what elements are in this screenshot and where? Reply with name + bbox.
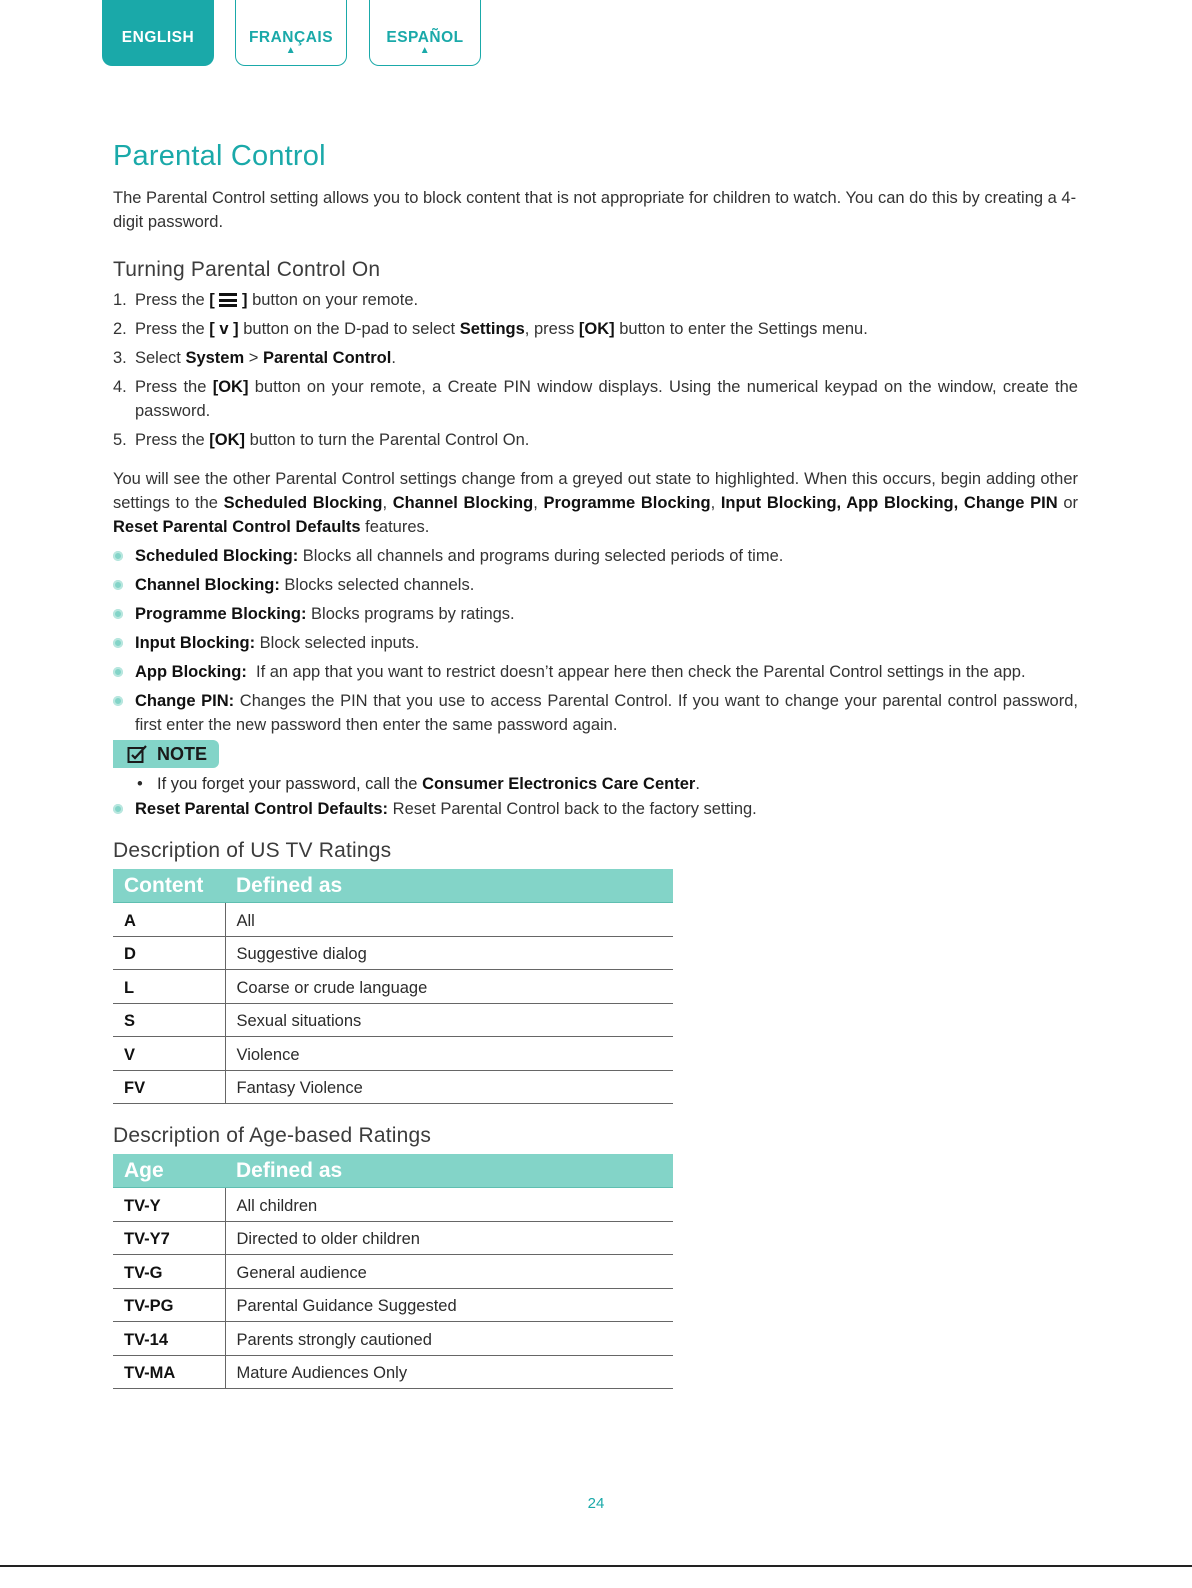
note-text: • If you forget your password, call the Consumer Electronics Care Center. <box>113 772 1078 796</box>
step-1: 1. Press the [ ] button on your remote. <box>113 291 419 309</box>
divider <box>0 1565 1192 1567</box>
table-header-row: Content Defined as <box>113 869 673 903</box>
age-ratings-table <box>113 1154 673 1389</box>
step-2: 2. Press the [ v ] button on the D-pad to select Settings, press [OK] button to enter the Settings menu. <box>113 320 868 338</box>
table-header-row: Age Defined as <box>113 1154 673 1188</box>
dot-icon: • <box>137 775 143 793</box>
bullet-icon <box>113 609 123 619</box>
reset-feature-list <box>113 797 1078 821</box>
section-heading-turning-on: Turning Parental Control On <box>113 258 381 281</box>
tab-espanol[interactable]: ESPAÑOL ▲ <box>369 0 481 66</box>
table-row: TV-G General audience <box>113 1255 673 1289</box>
settings-paragraph: You will see the other Parental Control settings change from a greyed out state to highlighted. When this occurs, begin adding other settings to the Scheduled Blocking, Channel Blocking, Programme Blocking, Input Blocking, App Blocking, Change PIN or Reset Parental Control Defaults features. <box>113 470 1078 536</box>
table-row: TV-Y7 Directed to older children <box>113 1221 673 1255</box>
section-heading-us-ratings: Description of US TV Ratings <box>113 839 392 862</box>
table-row: D Suggestive dialog <box>113 936 673 970</box>
table-row: V Violence <box>113 1037 673 1071</box>
us-ratings-table <box>113 869 673 1104</box>
list-item: Change PIN: Changes the PIN that you use to access Parental Control. If you want to change your parental control password, first enter the new password then enter the same password again. <box>113 689 1078 737</box>
step-4: 4. Press the [OK] button on your remote, a Create PIN window displays. Using the numerical keypad on the window, create the password. <box>113 378 1078 420</box>
intro-paragraph: The Parental Control setting allows you to block content that is not appropriate for children to watch. You can do this by creating a 4-digit password. <box>113 189 1077 231</box>
tab-francais[interactable]: FRANÇAIS ▲ <box>235 0 347 66</box>
step-3: 3. Select System > Parental Control. <box>113 349 396 367</box>
step-5: 5. Press the [OK] button to turn the Parental Control On. <box>113 431 530 449</box>
table-row: FV Fantasy Violence <box>113 1070 673 1104</box>
list-item: Input Blocking: Block selected inputs. <box>113 631 1078 655</box>
list-item: Scheduled Blocking: Blocks all channels and programs during selected periods of time. <box>113 544 1078 568</box>
bullet-icon <box>113 804 123 814</box>
steps-list <box>113 288 1078 452</box>
tab-english[interactable]: ENGLISH <box>102 0 214 66</box>
list-item: Channel Blocking: Blocks selected channels. <box>113 573 1078 597</box>
table-row: TV-PG Parental Guidance Suggested <box>113 1288 673 1322</box>
table-row: A All <box>113 903 673 937</box>
table-row: TV-MA Mature Audiences Only <box>113 1355 673 1389</box>
feature-list <box>113 544 1078 737</box>
list-item: Programme Blocking: Blocks programs by ratings. <box>113 602 1078 626</box>
table-row: TV-14 Parents strongly cautioned <box>113 1322 673 1356</box>
list-item: App Blocking: If an app that you want to restrict doesn’t appear here then check the Parental Control settings in the app. <box>113 660 1078 684</box>
bullet-icon <box>113 580 123 590</box>
edit-check-icon <box>127 744 149 764</box>
menu-icon <box>219 293 237 307</box>
bullet-icon <box>113 667 123 677</box>
page-title: Parental Control <box>113 140 326 172</box>
bullet-icon <box>113 551 123 561</box>
up-arrow-icon: ▲ <box>419 45 431 56</box>
bullet-icon <box>113 638 123 648</box>
up-arrow-icon: ▲ <box>285 45 297 56</box>
page-number: 24 <box>587 1495 605 1512</box>
list-item: Reset Parental Control Defaults: Reset Parental Control back to the factory setting. <box>113 797 1078 821</box>
section-heading-age-ratings: Description of Age-based Ratings <box>113 1124 432 1147</box>
note-label: NOTE <box>113 740 219 768</box>
bullet-icon <box>113 696 123 706</box>
table-row: TV-Y All children <box>113 1188 673 1222</box>
table-row: L Coarse or crude language <box>113 970 673 1004</box>
table-row: S Sexual situations <box>113 1003 673 1037</box>
language-tabs <box>0 0 600 70</box>
page-content <box>113 140 1078 1389</box>
